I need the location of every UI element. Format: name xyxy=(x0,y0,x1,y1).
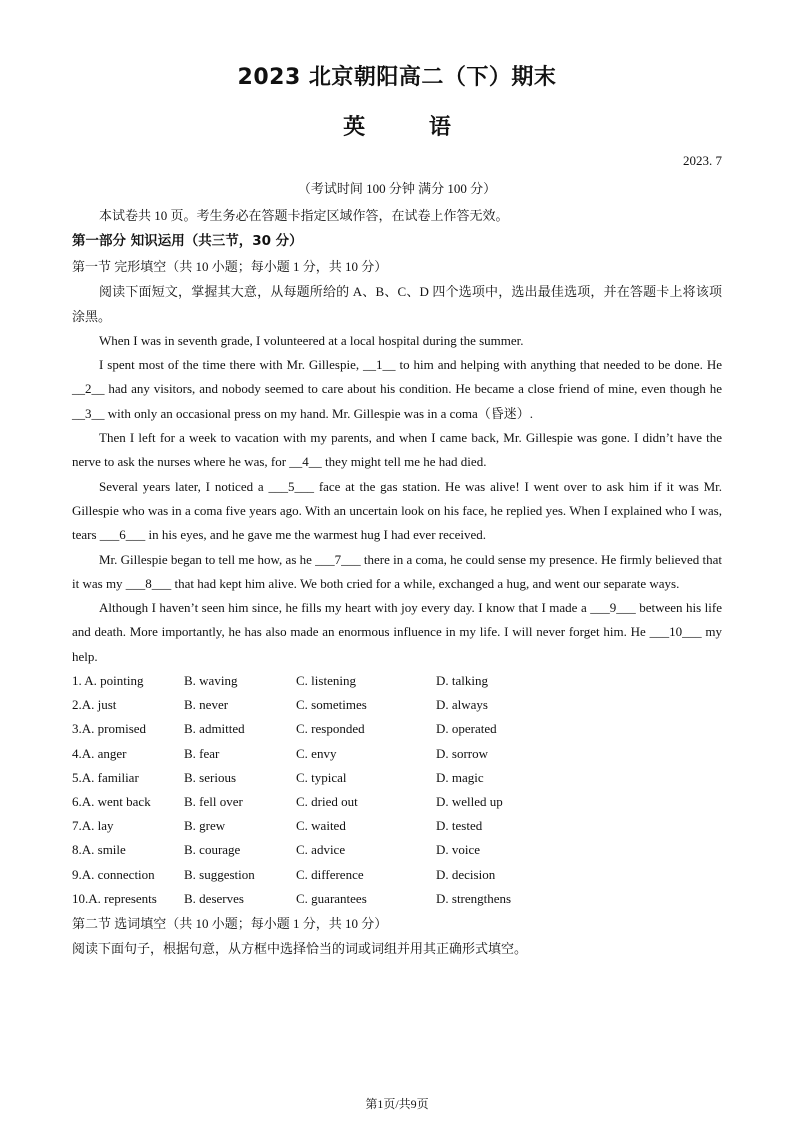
passage-paragraph: Then I left for a week to vacation with my parents, and when I came back, Mr. Gillespie was gone. I didn’t have the nerve to ask the nurses where he was, for __4__ they might tell me he had died. xyxy=(72,430,722,470)
page-number: 第1页/共9页 xyxy=(365,1097,429,1111)
option-a: 7.A. lay xyxy=(72,818,114,834)
option-row xyxy=(72,790,722,814)
option-row xyxy=(72,669,722,693)
passage-paragraph: Mr. Gillespie began to tell me how, as he ___7___ there in a coma, he could sense my presence. He firmly believed that it was my ___8___ that had kept him alive. We both cried for a while, exchanged a hug, and went our separate ways. xyxy=(72,551,722,591)
option-c: C. difference xyxy=(296,866,364,882)
option-a: 5.A. familiar xyxy=(72,769,139,785)
section1-heading: 第一节 完形填空（共 10 小题；每小题 1 分，共 10 分） xyxy=(72,259,388,275)
passage-paragraph: Several years later, I noticed a ___5___ face at the gas station. He was alive! I went over to ask him if it was Mr. Gillespie who was in a coma five years ago. With an uncertain look on his face, he replied yes. When I explained who I was, tears ___6___ in his eyes, and he gave me the warmest hug I had ever received. xyxy=(72,478,722,543)
option-a: 4.A. anger xyxy=(72,745,127,761)
part1-heading: 第一部分 知识运用（共三节，30 分） xyxy=(72,233,303,250)
option-c: C. advice xyxy=(296,842,346,858)
option-d: D. voice xyxy=(436,842,481,858)
option-row xyxy=(72,863,722,887)
notice: 本试卷共 10 页。考生务必在答题卡指定区域作答，在试卷上作答无效。 xyxy=(99,208,509,223)
option-d: D. decision xyxy=(436,866,496,882)
option-row xyxy=(72,887,722,911)
option-d: D. magic xyxy=(436,769,484,785)
option-d: D. sorrow xyxy=(436,745,488,761)
option-a: 10.A. represents xyxy=(72,890,157,906)
option-row xyxy=(72,814,722,838)
subject-title: 英 语 xyxy=(343,115,479,140)
section1-instruction: 阅读下面短文，掌握其大意，从每题所给的 A、B、C、D 四个选项中，选出最佳选项，并在答题卡上将该项涂黑。 xyxy=(72,284,722,324)
exam-title: 2023 北京朝阳高二（下）期末 xyxy=(237,65,557,90)
option-a: 9.A. connection xyxy=(72,866,155,882)
option-a: 1. A. pointing xyxy=(72,673,144,689)
option-b: B. suggestion xyxy=(184,866,255,882)
option-d: D. strengthens xyxy=(436,890,512,906)
option-row xyxy=(72,717,722,741)
option-d: D. tested xyxy=(436,818,483,834)
option-row xyxy=(72,766,722,790)
option-c: C. typical xyxy=(296,769,347,785)
option-c: C. envy xyxy=(296,745,337,761)
option-b: B. courage xyxy=(184,842,241,858)
exam-content xyxy=(72,204,722,961)
option-b: B. fear xyxy=(184,745,220,761)
option-c: C. listening xyxy=(296,673,356,689)
option-row xyxy=(72,742,722,766)
option-c: C. waited xyxy=(296,818,346,834)
option-b: B. fell over xyxy=(184,794,243,810)
option-d: D. talking xyxy=(436,673,488,689)
option-d: D. welled up xyxy=(436,794,503,810)
passage-paragraph: Although I haven’t seen him since, he fills my heart with joy every day. I know that I made a ___9___ between his life and death. More importantly, he has also made an enormous influence in my life. I will never forget him. He ___10___ my help. xyxy=(72,600,722,664)
option-row xyxy=(72,838,722,862)
option-b: B. deserves xyxy=(184,890,244,906)
passage-paragraph: I spent most of the time there with Mr. Gillespie, __1__ to him and helping with anything that needed to be done. He __2__ had any visitors, and nobody seemed to care about his condition. He became a close friend of mine, even though he __3__ with only an occasional press on my hand. Mr. Gillespie was in a coma（昏迷）. xyxy=(72,357,722,421)
exam-date: 2023. 7 xyxy=(683,153,722,168)
option-row xyxy=(72,693,722,717)
option-b: B. serious xyxy=(184,769,236,785)
option-c: C. guarantees xyxy=(296,890,367,906)
option-d: D. operated xyxy=(436,721,497,737)
option-a: 2.A. just xyxy=(72,697,117,713)
option-b: B. never xyxy=(184,697,229,713)
option-b: B. waving xyxy=(184,673,238,689)
option-a: 3.A. promised xyxy=(72,721,147,737)
passage-paragraph: When I was in seventh grade, I volunteered at a local hospital during the summer. xyxy=(99,332,524,348)
option-c: C. responded xyxy=(296,721,365,737)
option-c: C. dried out xyxy=(296,794,358,810)
option-a: 8.A. smile xyxy=(72,842,126,858)
answer-options xyxy=(72,669,722,911)
section2-heading: 第二节 选词填空（共 10 小题；每小题 1 分，共 10 分） xyxy=(72,916,388,932)
section2-instruction: 阅读下面句子，根据句意，从方框中选择恰当的词或词组并用其正确形式填空。 xyxy=(72,941,528,957)
option-b: B. grew xyxy=(184,818,226,834)
option-b: B. admitted xyxy=(184,721,245,737)
cloze-passage xyxy=(72,329,722,669)
option-d: D. always xyxy=(436,697,488,713)
option-c: C. sometimes xyxy=(296,697,367,713)
exam-duration-info: （考试时间 100 分钟 满分 100 分） xyxy=(297,181,497,196)
option-a: 6.A. went back xyxy=(72,794,151,810)
